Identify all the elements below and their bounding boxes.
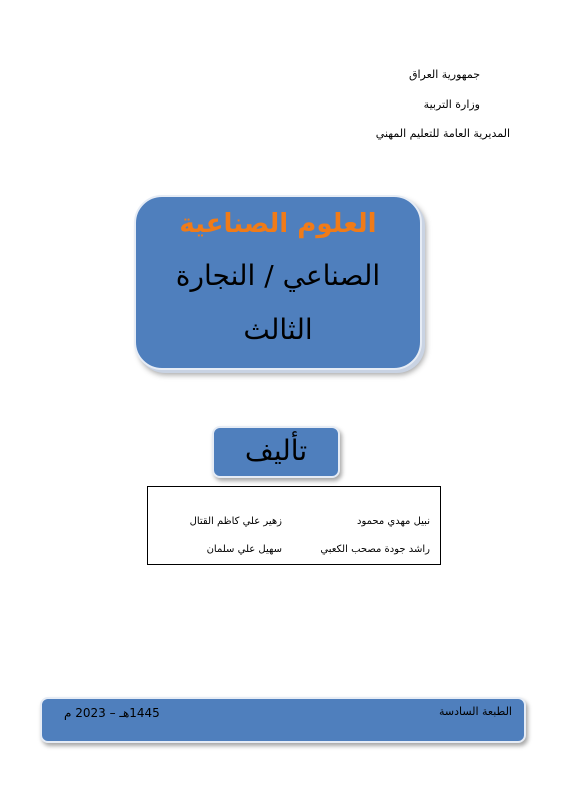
header-country: جمهورية العراق [408,68,480,81]
grade-title: الثالث [243,313,313,346]
header-directorate: المديرية العامة للتعليم المهني [375,127,510,140]
authorship-label: تأليف [244,434,308,467]
authorship-box [212,426,340,478]
publication-year: 1445هـ – 2023 م [64,706,160,720]
author-name: سهيل علي سلمان [206,544,282,555]
author-name: زهير علي كاظم القتال [189,516,282,527]
edition-label: الطبعة السادسة [438,705,512,718]
subject-title: العلوم الصناعية [179,209,377,239]
footer-box [40,697,526,743]
header-ministry: وزارة التربية [423,98,480,111]
author-name: نبيل مهدي محمود [356,516,430,527]
author-name: راشد جودة مصحب الكعبي [320,544,430,555]
authors-box [147,486,441,565]
specialty-title: الصناعي / النجارة [175,259,381,292]
title-box [134,195,422,370]
